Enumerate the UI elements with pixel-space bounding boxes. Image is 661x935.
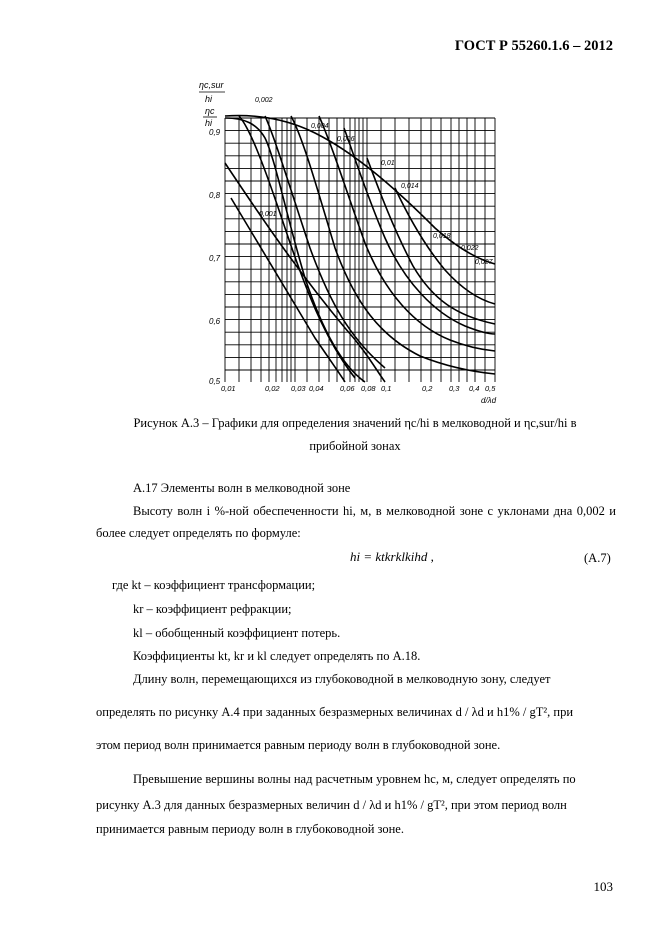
def-kr: kr – коэффициент рефракции; <box>133 602 292 616</box>
y-label-eta: ηc <box>205 106 215 116</box>
crest-line-1: Превышение вершины волны над расчетным уровнем hc, м, следует определять по <box>133 772 576 786</box>
caption-line-2: прибойной зонах <box>309 439 401 453</box>
y-tick-label: 0,8 <box>209 191 221 200</box>
curve-label: 0,027 <box>475 259 493 266</box>
crest-line-3: принимается равным периоду волн в глубоководной зоне. <box>96 822 404 836</box>
chart-curve <box>225 163 385 382</box>
y-label-hi-2: hi <box>205 118 213 128</box>
figure-a3-chart <box>195 78 515 405</box>
page-number: 103 <box>593 879 613 894</box>
x-axis-label: d/λd <box>481 396 497 405</box>
curve-label: 0,01 <box>381 160 395 167</box>
where-kt: где kt – коэффициент трансформации; <box>112 578 316 592</box>
y-tick-label: 0,5 <box>209 377 221 386</box>
x-tick-label: 0,01 <box>221 384 236 393</box>
curve-label: 0,018 <box>433 233 451 240</box>
formula-a7: hi = ktkrklkihd , <box>350 549 434 564</box>
curve-label: 0,001 <box>259 211 277 218</box>
curve-label: 0,002 <box>255 97 273 104</box>
y-tick-label: 0,9 <box>209 128 221 137</box>
x-tick-label: 0,2 <box>422 384 433 393</box>
x-tick-label: 0,03 <box>291 384 306 393</box>
x-tick-label: 0,06 <box>340 384 355 393</box>
figure-caption <box>95 412 615 458</box>
x-tick-label: 0,5 <box>485 384 496 393</box>
x-tick-label: 0,04 <box>309 384 324 393</box>
curve-label: 0,014 <box>401 183 419 190</box>
curve-label: 0,006 <box>337 136 355 143</box>
wave-length-line-1: Длину волн, перемещающихся из глубоководной в мелководную зону, следует <box>133 672 551 686</box>
caption-line-1: Рисунок А.3 – Графики для определения значений ηc/hi в мелководной и ηc,sur/hi в <box>133 416 577 430</box>
y-label-surf: ηc,sur <box>199 80 224 90</box>
wave-length-line-2: определять по рисунку А.4 при заданных безразмерных величинах d / λd и h1% / gT², при <box>96 705 574 719</box>
x-tick-label: 0,02 <box>265 384 280 393</box>
section-title: А.17 Элементы волн в мелководной зоне <box>133 481 351 495</box>
wave-length-line-3: этом период волн принимается равным периоду волн в глубоководной зоне. <box>96 738 501 752</box>
document-header: ГОСТ Р 55260.1.6 – 2012 <box>454 38 613 54</box>
x-tick-label: 0,1 <box>381 384 392 393</box>
formula-number: (А.7) <box>584 551 611 565</box>
x-tick-label: 0,08 <box>361 384 376 393</box>
x-tick-label: 0,4 <box>469 384 480 393</box>
y-tick-label: 0,6 <box>209 317 221 326</box>
chart-curve <box>395 188 495 304</box>
paragraph-wave-height: Высоту волн i %-ной обеспеченности hi, м, в мелководной зоне с уклонами дна 0,002 и более следует определять по формуле: <box>96 504 616 540</box>
y-tick-label: 0,7 <box>209 254 221 263</box>
coefficients-ref: Коэффициенты kt, kr и kl следует определять по А.18. <box>133 649 421 663</box>
curve-label: 0,022 <box>461 245 479 252</box>
curve-label: 0,004 <box>311 123 329 130</box>
x-tick-label: 0,3 <box>449 384 460 393</box>
crest-line-2: рисунку А.3 для данных безразмерных величин d / λd и h1% / gT², при этом период волн <box>96 798 567 812</box>
def-kl: kl – обобщенный коэффициент потерь. <box>133 626 341 640</box>
y-label-hi-1: hi <box>205 94 213 104</box>
